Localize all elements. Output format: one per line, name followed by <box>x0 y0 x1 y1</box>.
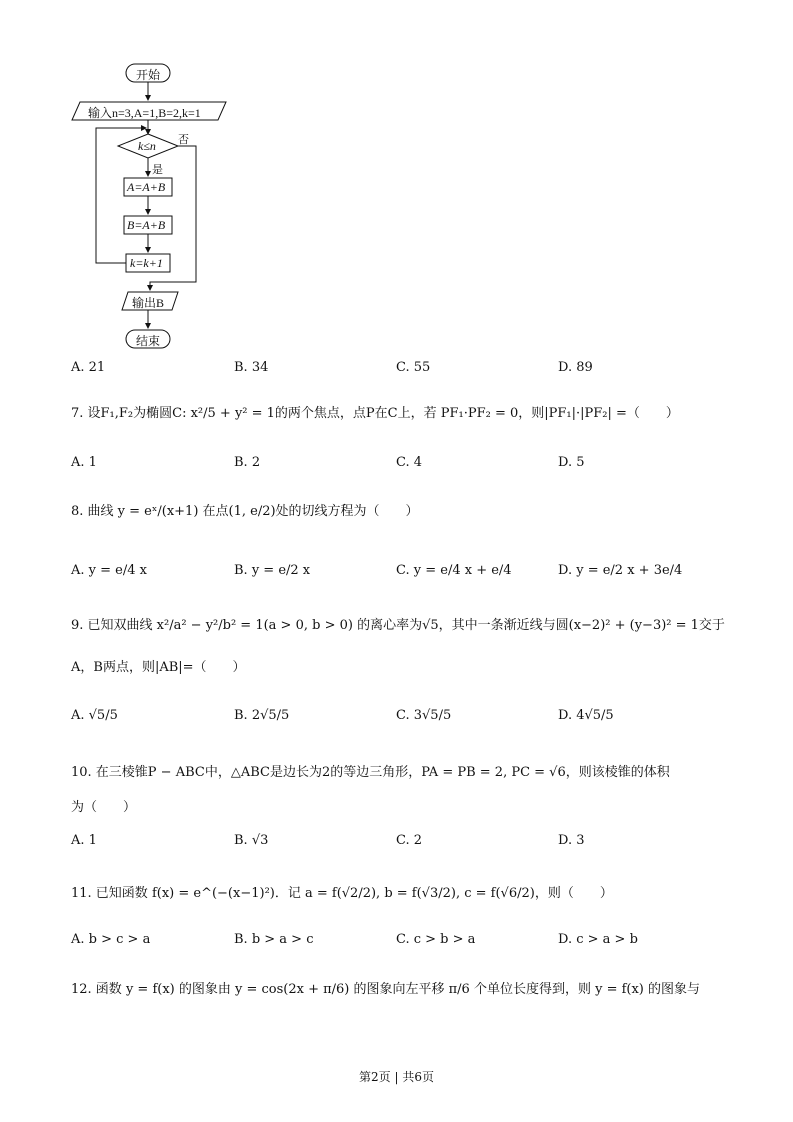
flow-condition: k≤n <box>138 139 156 153</box>
q9-stem: 9. 已知双曲线 x²/a² − y²/b² = 1(a > 0, b > 0) 的离心率为√5，其中一条渐近线与圆(x−2)² + (y−3)² = 1交于 <box>71 618 725 633</box>
q7-option-b: B. 2 <box>234 455 261 470</box>
q7-stem: 7. 设F₁,F₂为椭圆C: x²/5 + y² = 1的两个焦点，点P在C上，若 PF₁·PF₂ = 0，则|PF₁|·|PF₂| =（ ） <box>71 406 679 421</box>
q10-stem: 10. 在三棱锥P − ABC中，△ABC是边长为2的等边三角形，PA = PB = 2, PC = √6，则该棱锥的体积 <box>71 765 670 780</box>
q11-option-d: D. c > a > b <box>558 932 638 947</box>
q10-option-a: A. 1 <box>71 833 97 848</box>
q10-option-c: C. 2 <box>396 833 423 848</box>
flow-step3: k=k+1 <box>130 256 163 270</box>
q7-option-a: A. 1 <box>71 455 97 470</box>
flow-yes-label: 是 <box>152 164 163 176</box>
flowchart <box>66 58 246 358</box>
flow-step2: B=A+B <box>127 218 166 232</box>
flowchart-lines <box>66 58 246 358</box>
q6-option-c: C. 55 <box>396 360 431 375</box>
q6-option-a: A. 21 <box>71 360 106 375</box>
q6-option-b: B. 34 <box>234 360 269 375</box>
q8-option-c: C. y = e/4 x + e/4 <box>396 563 512 578</box>
flow-no-label: 否 <box>178 134 189 146</box>
q6-option-d: D. 89 <box>558 360 593 375</box>
q11-option-a: A. b > c > a <box>71 932 151 947</box>
q7-option-c: C. 4 <box>396 455 423 470</box>
flow-input: 输入n=3,A=1,B=2,k=1 <box>88 106 201 120</box>
flow-end: 结束 <box>136 334 161 348</box>
q10-option-d: D. 3 <box>558 833 585 848</box>
q8-stem: 8. 曲线 y = eˣ/(x+1) 在点(1, e/2)处的切线方程为（ ） <box>71 504 419 519</box>
q10-stem-line2: 为（ ） <box>71 800 137 815</box>
q8-option-b: B. y = e/2 x <box>234 563 311 578</box>
q11-option-c: C. c > b > a <box>396 932 476 947</box>
q12-stem: 12. 函数 y = f(x) 的图象由 y = cos(2x + π/6) 的图象向左平移 π/6 个单位长度得到，则 y = f(x) 的图象与 <box>71 982 701 997</box>
q9-option-d: D. 4√5/5 <box>558 708 614 723</box>
q9-option-a: A. √5/5 <box>71 708 118 723</box>
flow-step1: A=A+B <box>127 180 166 194</box>
q10-option-b: B. √3 <box>234 833 269 848</box>
q9-stem-line2: A，B两点，则|AB|=（ ） <box>71 660 246 675</box>
q8-option-d: D. y = e/2 x + 3e/4 <box>558 563 683 578</box>
q11-stem: 11. 已知函数 f(x) = e^(−(x−1)²)．记 a = f(√2/2), b = f(√3/2), c = f(√6/2)，则（ ） <box>71 886 613 901</box>
q11-option-b: B. b > a > c <box>234 932 314 947</box>
q9-option-c: C. 3√5/5 <box>396 708 452 723</box>
flow-start: 开始 <box>136 68 161 82</box>
q9-option-b: B. 2√5/5 <box>234 708 290 723</box>
flow-output: 输出B <box>132 296 165 310</box>
page-footer: 第2页 | 共6页 <box>359 1070 434 1084</box>
q7-option-d: D. 5 <box>558 455 585 470</box>
q8-option-a: A. y = e/4 x <box>71 563 147 578</box>
